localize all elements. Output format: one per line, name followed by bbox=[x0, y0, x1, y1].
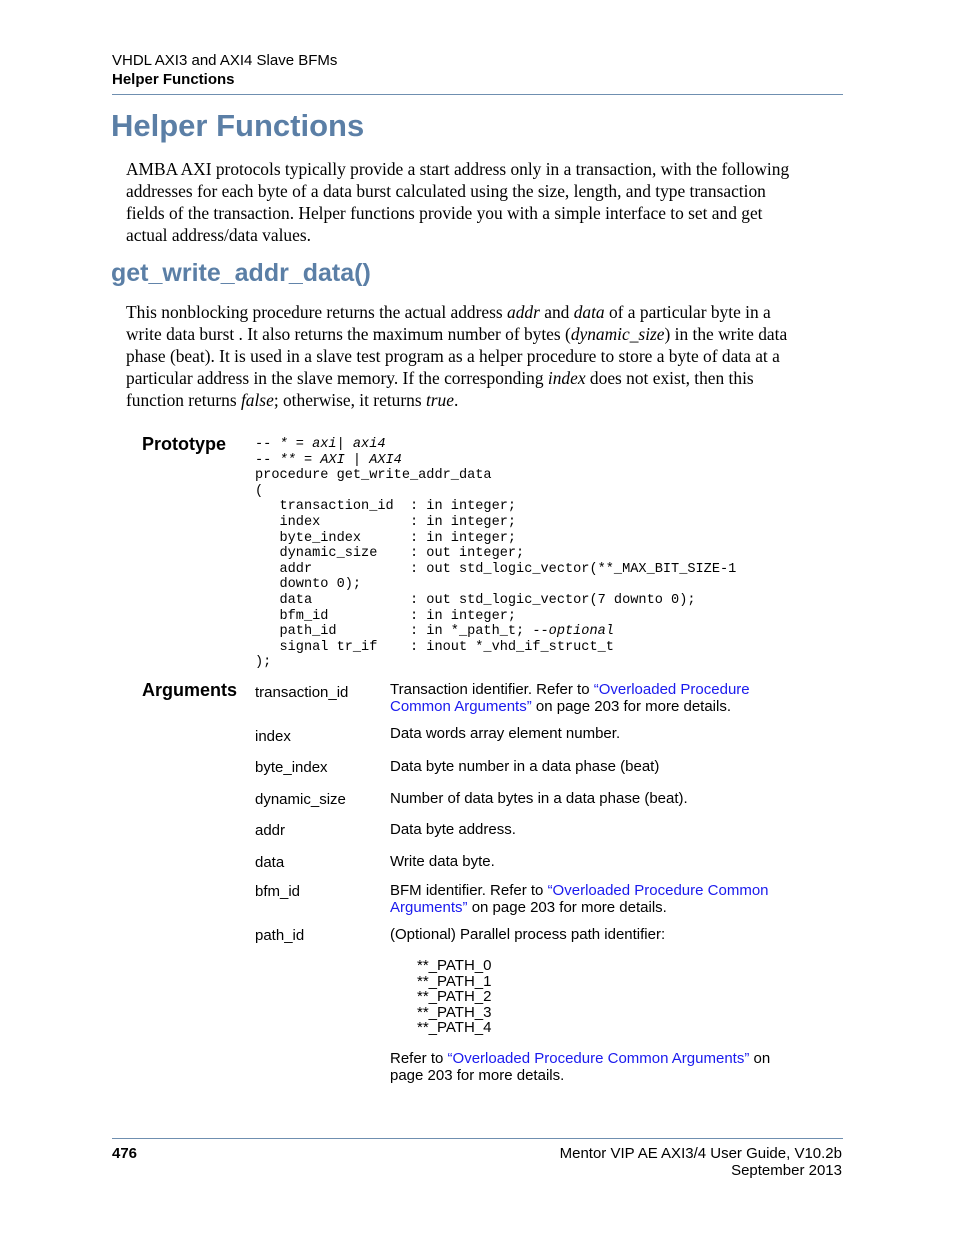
arg-desc-transaction-id: Transaction identifier. Refer to “Overloaded Procedure Common Arguments” on page 203 for more details. bbox=[390, 681, 750, 715]
publication-date: September 2013 bbox=[731, 1162, 842, 1179]
code-line: ); bbox=[255, 655, 272, 671]
intro-line: actual address/data values. bbox=[126, 225, 311, 245]
code-line: addr : out std_logic_vector(**_MAX_BIT_SIZE-1 bbox=[255, 561, 737, 577]
desc-line: function returns false; otherwise, it returns true. bbox=[126, 390, 459, 410]
overloaded-args-link[interactable]: “Overloaded Procedure Common Arguments” bbox=[447, 1050, 750, 1067]
code-line: data : out std_logic_vector(7 downto 0); bbox=[255, 592, 696, 608]
page-number: 476 bbox=[112, 1145, 138, 1162]
intro-line: AMBA AXI protocols typically provide a start address only in a transaction, with the following bbox=[126, 159, 790, 179]
code-line: transaction_id : in integer; bbox=[255, 499, 517, 515]
function-title: get_write_addr_data() bbox=[111, 259, 371, 287]
arg-name-dynamic-size: dynamic_size bbox=[255, 791, 346, 808]
prototype-label: Prototype bbox=[142, 434, 227, 454]
path-value: **_PATH_2 bbox=[417, 988, 492, 1005]
prototype-code bbox=[255, 437, 736, 671]
code-line: index : in integer; bbox=[255, 514, 517, 530]
running-header-section: Helper Functions bbox=[112, 71, 235, 88]
header-rule bbox=[112, 94, 843, 95]
desc-line: phase (beat). It is used in a slave test program as a helper procedure to store a byte of data at a bbox=[126, 346, 780, 366]
code-line: bfm_id : in integer; bbox=[255, 608, 517, 624]
desc-line: This nonblocking procedure returns the actual address addr and data of a particular byte in a bbox=[126, 302, 771, 322]
arg-name-bfm-id: bfm_id bbox=[255, 883, 301, 900]
footer-rule bbox=[112, 1138, 843, 1139]
code-line: path_id : in *_path_t; --optional bbox=[255, 624, 614, 640]
arg-desc-byte-index: Data byte number in a data phase (beat) bbox=[390, 758, 660, 775]
code-line: byte_index : in integer; bbox=[255, 530, 517, 546]
code-line: dynamic_size : out integer; bbox=[255, 546, 525, 562]
desc-line: particular address in the slave memory. If the corresponding index does not exist, then this bbox=[126, 368, 754, 388]
overloaded-args-link[interactable]: “Overloaded Procedure Common bbox=[547, 882, 769, 899]
arg-desc-data: Write data byte. bbox=[390, 853, 495, 870]
footer-info bbox=[560, 1145, 842, 1179]
intro-paragraph bbox=[126, 158, 842, 246]
intro-line: addresses for each byte of a data burst calculated using the size, length, and type transaction bbox=[126, 181, 766, 201]
section-title: Helper Functions bbox=[111, 108, 365, 143]
arg-name-path-id: path_id bbox=[255, 927, 305, 944]
arg-name-byte-index: byte_index bbox=[255, 759, 328, 776]
running-header-title: VHDL AXI3 and AXI4 Slave BFMs bbox=[112, 52, 338, 69]
path-value: **_PATH_3 bbox=[417, 1003, 492, 1021]
code-line: procedure get_write_addr_data bbox=[255, 468, 492, 484]
function-description bbox=[126, 301, 842, 411]
arg-desc-dynamic-size: Number of data bytes in a data phase (beat). bbox=[390, 790, 688, 807]
arg-desc-path-id: (Optional) Parallel process path identifier: bbox=[390, 926, 666, 943]
code-line: downto 0); bbox=[255, 577, 362, 593]
overloaded-args-link[interactable]: “Overloaded Procedure bbox=[593, 681, 750, 698]
arg-desc-addr: Data byte address. bbox=[390, 821, 516, 838]
intro-line: fields of the transaction. Helper functions provide you with a simple interface to set and get bbox=[126, 203, 763, 223]
path-value: **_PATH_1 bbox=[417, 972, 492, 990]
arg-desc-bfm-id: BFM identifier. Refer to “Overloaded Procedure Common Arguments” on page 203 for more details. bbox=[390, 882, 769, 916]
path-value: **_PATH_4 bbox=[417, 1019, 492, 1036]
arguments-label: Arguments bbox=[142, 680, 238, 700]
arg-desc-index: Data words array element number. bbox=[390, 725, 621, 742]
path-id-reference: Refer to “Overloaded Procedure Common Arguments” on page 203 for more details. bbox=[390, 1050, 771, 1084]
code-line: ( bbox=[255, 483, 264, 499]
path-value: **_PATH_0 bbox=[417, 957, 492, 974]
code-line: signal tr_if : inout *_vhd_if_struct_t bbox=[255, 639, 614, 655]
arg-name-addr: addr bbox=[255, 822, 286, 839]
arg-name-transaction-id: transaction_id bbox=[255, 684, 349, 701]
overloaded-args-link[interactable]: Common Arguments” bbox=[390, 697, 532, 715]
guide-title: Mentor VIP AE AXI3/4 User Guide, V10.2b bbox=[559, 1145, 842, 1162]
arg-name-index: index bbox=[255, 728, 291, 745]
code-comment: -- * = axi| axi4 bbox=[255, 437, 386, 452]
code-comment: -- ** = AXI | AXI4 bbox=[255, 452, 402, 468]
path-id-values bbox=[417, 958, 491, 1036]
desc-line: write data burst . It also returns the maximum number of bytes (dynamic_size) in the write data bbox=[126, 324, 788, 344]
overloaded-args-link[interactable]: Arguments” bbox=[390, 898, 468, 916]
arg-name-data: data bbox=[255, 854, 285, 871]
